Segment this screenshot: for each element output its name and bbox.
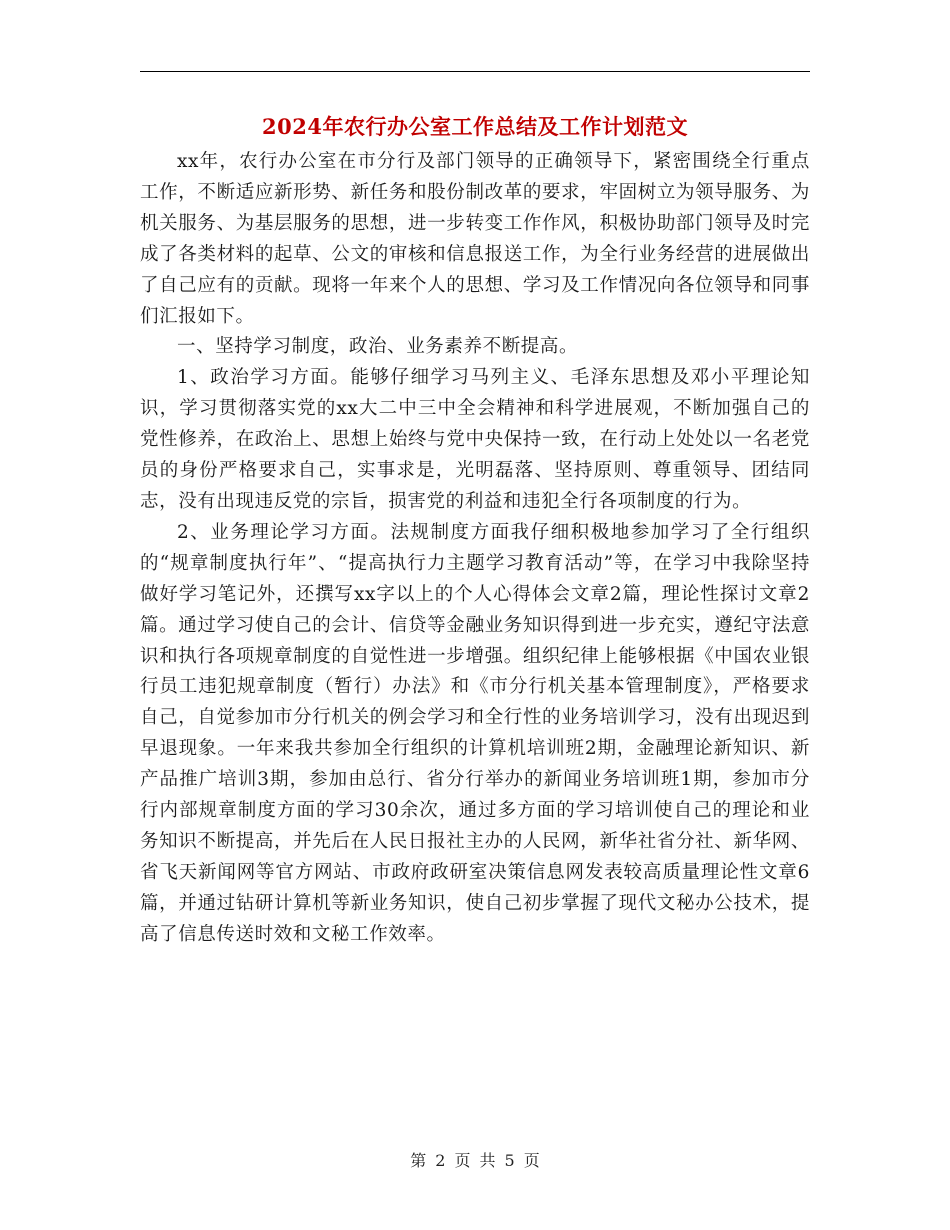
footer-current-page: 2 [435,1151,446,1170]
header-rule [140,71,810,72]
paragraph-intro: xx年，农行办公室在市分行及部门领导的正确领导下，紧密围绕全行重点工作，不断适应新形势、新任务和股份制改革的要求，牢固树立为领导服务、为机关服务、为基层服务的思想，进一步转变工作作风，积极协助部门领导及时完成了各类材料的起草、公文的审核和信息报送工作，为全行业务经营的进展做出了自己应有的贡献。现将一年来个人的思想、学习及工作情况向各位领导和同事们汇报如下。 [140,151,810,327]
document-title: 2024年农行办公室工作总结及工作计划范文 [262,114,688,139]
footer-page-word: 页 [454,1151,471,1170]
paragraph-business-study: 2、业务理论学习方面。法规制度方面我仔细积极地参加学习了全行组织的“规章制度执行年”、“提高执行力主题学习教育活动”等，在学习中我除坚持做好学习笔记外，还撰写xx字以上的个人心得体会文章2篇，理论性探讨文章2篇。通过学习使自己的会计、信贷等金融业务知识得到进一步充实，遵纪守法意识和执行各项规章制度的自觉性进一步增强。组织纪律上能够根据《中国农业银行员工违犯规章制度（暂行）办法》和《市分行机关基本管理制度》，严格要求自己，自觉参加市分行机关的例会学习和全行性的业务培训学习，没有出现迟到早退现象。一年来我共参加全行组织的计算机培训班2期，金融理论新知识、新产品推广培训3期，参加由总行、省分行举办的新闻业务培训班1期，参加市分行内部规章制度方面的学习30余次，通过多方面的学习培训使自己的理论和业务知识不断提高，并先后在人民日报社主办的人民网，新华社省分社、新华网、省飞天新闻网等官方网站、市政府政研室决策信息网发表较高质量理论性文章6篇，并通过钻研计算机等新业务知识，使自己初步掌握了现代文秘办公技术，提高了信息传送时效和文秘工作效率。 [140,521,810,945]
footer-suffix: 页 [523,1151,540,1170]
footer-prefix: 第 [410,1151,427,1170]
paragraph-section-heading: 一、坚持学习制度，政治、业务素养不断提高。 [177,336,579,358]
document-body [140,147,810,951]
paragraph-political-study: 1、政治学习方面。能够仔细学习马列主义、毛泽东思想及邓小平理论知识，学习贯彻落实党的xx大二中三中全会精神和科学进展观，不断加强自己的党性修养，在政治上、思想上始终与党中央保持一致，在行动上处处以一名老党员的身份严格要求自己，实事求是，光明磊落、坚持原则、尊重领导、团结同志，没有出现违反党的宗旨，损害党的利益和违犯全行各项制度的行为。 [140,367,810,512]
page-footer [0,1150,950,1172]
footer-total-pages: 5 [504,1151,515,1170]
footer-total-word: 共 [479,1151,496,1170]
